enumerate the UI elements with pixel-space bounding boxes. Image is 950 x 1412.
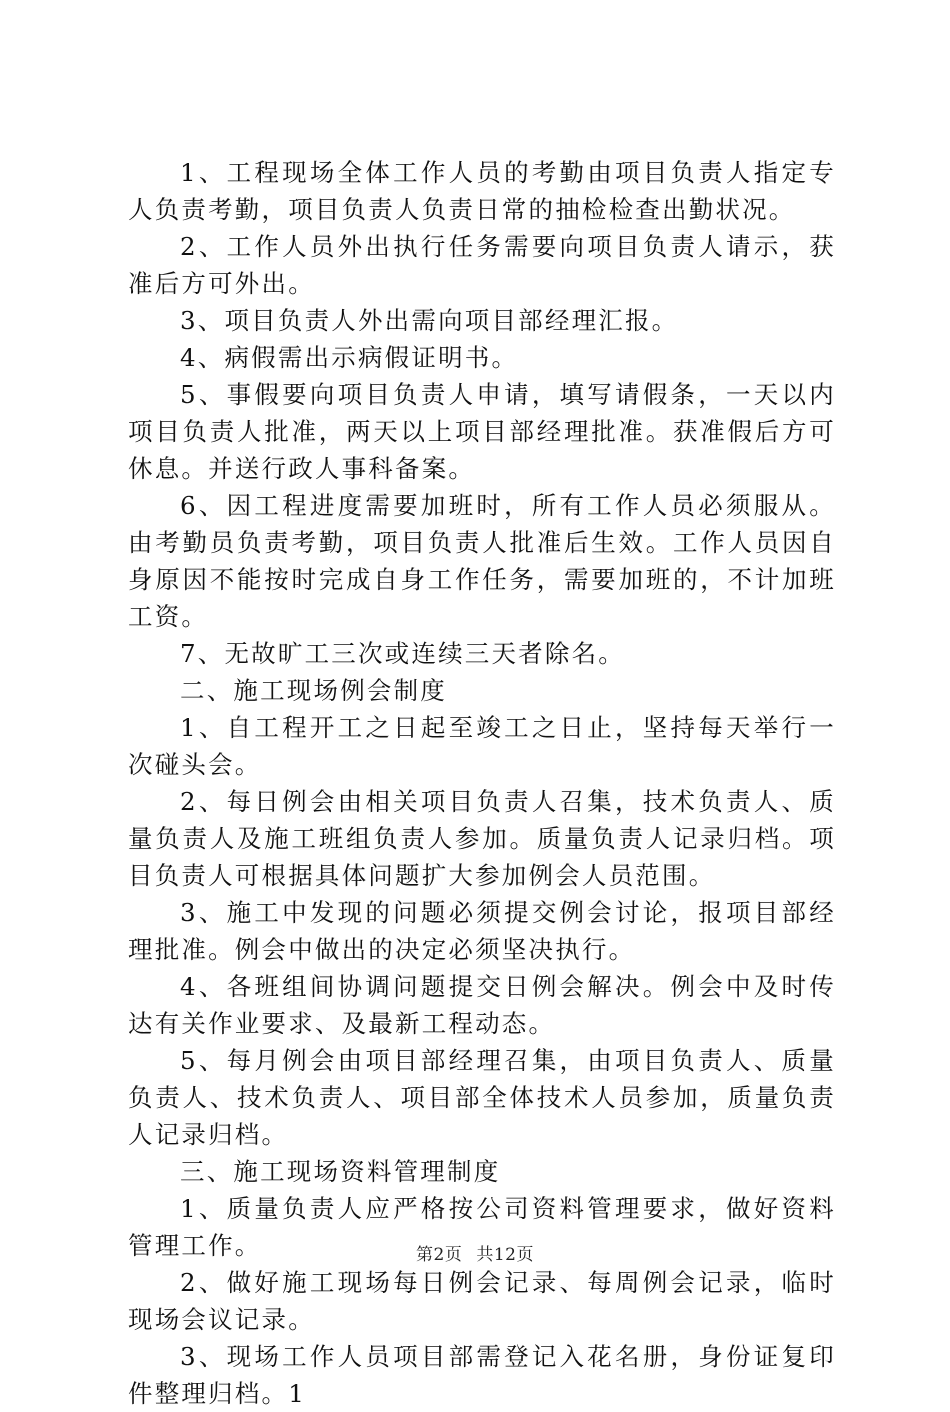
section-heading-records: 三、施工现场资料管理制度 [180,1157,501,1186]
paragraph-meetings-4: 4、各班组间协调问题提交日例会解决。例会中及时传达有关作业要求、及最新工程动态。 [128,972,836,1038]
paragraph-records-2: 2、做好施工现场每日例会记录、每周例会记录，临时现场会议记录。 [128,1268,836,1334]
paragraph-meetings-2: 2、每日例会由相关项目负责人召集，技术负责人、质量负责人及施工班组负责人参加。质量负责人记录归档。项目负责人可根据具体问题扩大参加例会人员范围。 [128,787,836,890]
paragraph-meetings-5: 5、每月例会由项目部经理召集，由项目负责人、质量负责人、技术负责人、项目部全体技术人员参加，质量负责人记录归档。 [128,1046,836,1149]
paragraph-records-1: 1、质量负责人应严格按公司资料管理要求，做好资料管理工作。 [128,1194,836,1260]
page-number: 第2页 [416,1245,463,1265]
paragraph-attendance-7: 7、无故旷工三次或连续三天者除名。 [180,639,625,668]
paragraph-attendance-2: 2、工作人员外出执行任务需要向项目负责人请示，获准后方可外出。 [128,232,836,298]
paragraph-meetings-1: 1、自工程开工之日起至竣工之日止，坚持每天举行一次碰头会。 [128,713,836,779]
document-body [128,154,836,1412]
paragraph-attendance-3: 3、项目负责人外出需向项目部经理汇报。 [180,306,679,335]
paragraph-attendance-1: 1、工程现场全体工作人员的考勤由项目负责人指定专人负责考勤，项目负责人负责日常的抽检检查出勤状况。 [128,158,836,224]
section-heading-meetings: 二、施工现场例会制度 [180,676,447,705]
page-footer [0,1240,950,1265]
paragraph-records-3: 3、现场工作人员项目部需登记入花名册，身份证复印件整理归档。1 [128,1342,836,1408]
paragraph-attendance-5: 5、事假要向项目负责人申请，填写请假条，一天以内项目负责人批准，两天以上项目部经理批准。获准假后方可休息。并送行政人事科备案。 [128,380,836,483]
paragraph-meetings-3: 3、施工中发现的问题必须提交例会讨论，报项目部经理批准。例会中做出的决定必须坚决执行。 [128,898,836,964]
paragraph-attendance-6: 6、因工程进度需要加班时，所有工作人员必须服从。由考勤员负责考勤，项目负责人批准后生效。工作人员因自身原因不能按时完成自身工作任务，需要加班的，不计加班工资。 [128,491,836,631]
paragraph-attendance-4: 4、病假需出示病假证明书。 [180,343,519,372]
page-total: 共12页 [476,1245,534,1265]
